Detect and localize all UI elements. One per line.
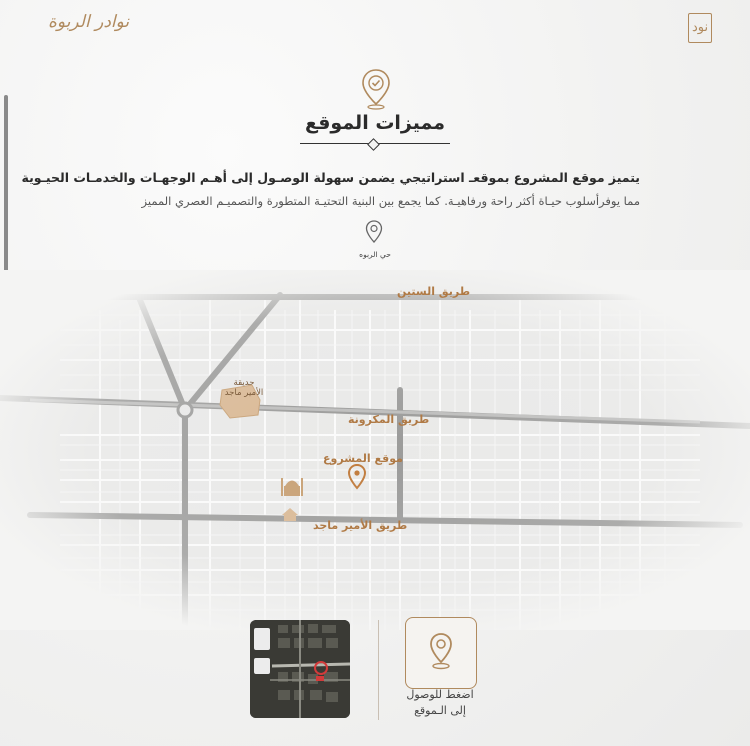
satellite-thumbnail[interactable]	[250, 620, 350, 718]
road-label-prince-majed: طريق الأمير ماجد	[313, 519, 408, 532]
location-map[interactable]	[0, 270, 750, 630]
navigate-label-line-2[interactable]: إلى الـموقع	[414, 704, 466, 717]
brand-logo-right	[688, 13, 712, 43]
map-canvas	[0, 270, 750, 630]
park-label: حديقة الأمير ماجد	[224, 378, 264, 398]
navigate-label-line-1[interactable]: اضغط للوصول	[406, 688, 474, 701]
title-divider	[300, 143, 450, 144]
school-thumb-icon	[254, 658, 270, 674]
district-label: حي الربوه	[359, 250, 391, 259]
navigate-to-location-button[interactable]	[405, 617, 477, 689]
district-pin-icon	[365, 220, 383, 244]
road-label-makarona: طريق المكرونة	[348, 413, 430, 426]
map-pin-icon	[428, 632, 454, 670]
brand-logo-left: نوادر الربوة	[48, 12, 130, 32]
section-title: مميزات الموقع	[304, 112, 445, 134]
road-label-sitteen: طريق الستين	[397, 285, 471, 298]
satellite-image	[250, 620, 350, 718]
location-check-icon	[360, 68, 392, 110]
description-line-2: مما يوفرأسلوب حيـاة أكثر راحة ورفاهيـة. كما يجمع بين البنية التحتيـة المتطورة والتصميـم العصري المميز	[141, 194, 640, 208]
description-line-1: يتميز موقع المشروع بموقعـ استراتيجي يضمن سهولة الوصـول إلى أهـم الوجهـات والخدمـات الحيـوية	[21, 170, 640, 185]
mosque-thumb-icon	[254, 628, 270, 650]
project-label: موقع المشروع	[323, 452, 403, 465]
brand-logo-right-text: نود	[691, 20, 709, 35]
